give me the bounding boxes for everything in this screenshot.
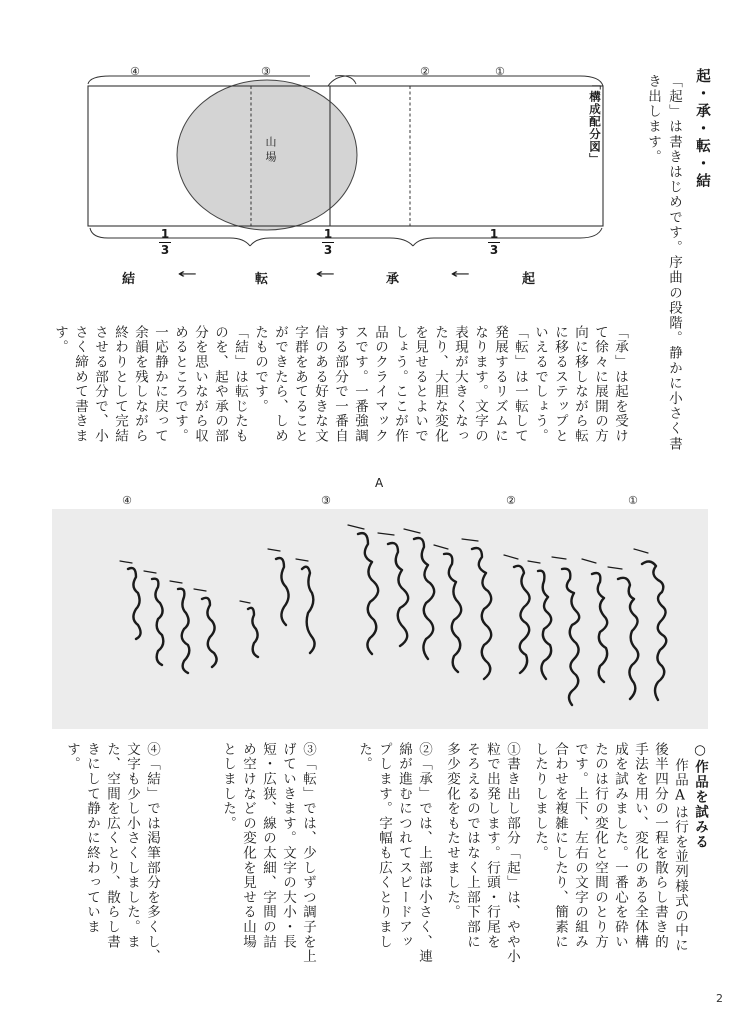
diagram-mark-3: ③ [261, 65, 271, 78]
text-column: ④「結」では渇筆部分を多くし、 [144, 742, 160, 964]
fraction-num: 1 [323, 227, 333, 241]
bottom-body-text [50, 742, 730, 1002]
text-column: 合わせを複雑にしたり、簡素に [552, 742, 568, 950]
text-column: させる部分で、小 [92, 325, 108, 444]
text-column: て徐々に展開の方 [592, 325, 608, 444]
text-column: に移るステップと [552, 325, 568, 444]
text-column: 「承」は起を受け [612, 325, 628, 444]
calligraphy-artwork [52, 509, 708, 729]
text-column: たのは行の変化と空間のとり方 [592, 742, 608, 950]
diagram-mark-1: ① [495, 65, 505, 78]
text-column: ができたら、しめ [272, 325, 288, 444]
flow-ketsu: 結 [122, 272, 136, 287]
flow-ki: 起 [522, 272, 536, 287]
fraction-num: 1 [160, 227, 170, 241]
flow-ten: 転 [255, 272, 269, 287]
text-column: ①書き出し部分「起」は、やや小 [504, 742, 520, 964]
text-column: す。 [52, 325, 68, 355]
text-column: 文字も少し小さくしました。ま [124, 742, 140, 950]
calligraphy-strokes [52, 509, 708, 729]
text-column: す。 [64, 742, 80, 772]
intro-line-2: き出します。 [645, 74, 661, 165]
mountain-label: 山場 [264, 136, 277, 166]
fraction-den: 3 [323, 243, 333, 257]
text-column: スです。一番強調 [352, 325, 368, 444]
text-column: 後半四分の一程を散らし書き的 [652, 742, 668, 950]
fraction-right [488, 228, 500, 257]
flow-sho: 承 [386, 272, 400, 287]
text-column: たものです。 [252, 325, 268, 414]
text-column: 短・広狭、線の太細、字間の詰 [260, 742, 276, 950]
text-column: た。 [356, 742, 372, 772]
text-column: 分を思いながら収 [192, 325, 208, 444]
text-column: たり、大胆な変化 [432, 325, 448, 444]
text-column: しょう。ここが作 [392, 325, 408, 444]
diagram-mark-2: ② [420, 65, 430, 78]
section-heading: 起・承・転・結 [694, 68, 710, 191]
text-column: ③「転」では、少しずつ調子を上 [300, 742, 316, 964]
text-column: 表現が大きくなっ [452, 325, 468, 444]
intro-line-1: 「起」は書きはじめです。序曲の段階。静かに小さく書 [666, 74, 682, 452]
artwork-mark-2: ② [506, 494, 516, 507]
text-column: 「結」は転じたも [232, 325, 248, 444]
artwork-label: A [375, 476, 384, 490]
text-column: 発展するリズムに [492, 325, 508, 444]
text-column: のを、起や承の部 [212, 325, 228, 444]
artwork-mark-3: ③ [321, 494, 331, 507]
text-column: としました。 [220, 742, 236, 831]
text-column: 終わりとして完結 [112, 325, 128, 444]
fraction-left [159, 228, 171, 257]
flow-arrow-1: ← [177, 267, 198, 282]
text-column: 信のある好きな文 [312, 325, 328, 444]
text-column: ②「承」では、上部は小さく、連 [416, 742, 432, 964]
flow-arrow-3: ← [450, 267, 471, 282]
text-column: めるところです。 [172, 325, 188, 444]
text-column: た、空間を広くとり、散らし書 [104, 742, 120, 950]
text-column: です。上下、左右の文字の組み [572, 742, 588, 950]
text-column: したりしました。 [532, 742, 548, 861]
artwork-mark-4: ④ [122, 494, 132, 507]
text-column: 作品Aは行を並列様式の中に [672, 758, 688, 953]
fraction-middle [322, 228, 334, 257]
text-column: きにして静かに終わっていま [84, 742, 100, 935]
artwork-mark-1: ① [628, 494, 638, 507]
diagram-mark-4: ④ [130, 65, 140, 78]
text-column: 向に移しながら転 [572, 325, 588, 444]
text-column: 品のクライマック [372, 325, 388, 444]
text-column: プします。字幅も広くとりまし [376, 742, 392, 950]
fraction-den: 3 [160, 243, 170, 257]
text-column: 成を試みました。一番心を砕い [612, 742, 628, 950]
text-column: 余韻を残しながら [132, 325, 148, 444]
flow-arrow-2: ← [315, 267, 336, 282]
text-column: め空けなどの変化を見せる山場 [240, 742, 256, 950]
subheading-try-work: ○作品を試みる [692, 742, 708, 850]
text-column: 手法を用い、変化のある全体構 [632, 742, 648, 950]
text-column: 一応静かに戻って [152, 325, 168, 444]
fraction-den: 3 [489, 243, 499, 257]
text-column: 「転」は一転して [512, 325, 528, 444]
text-column: 字群をあてること [292, 325, 308, 444]
page-number: 2 [716, 992, 723, 1005]
text-column: げていきます。文字の大小・長 [280, 742, 296, 950]
text-column: いえるでしょう。 [532, 325, 548, 444]
text-column: 綿が進むにつれてスピードアッ [396, 742, 412, 950]
diagram-title: 「構成配分図」 [588, 78, 602, 166]
text-column: 多少変化をもたせました。 [444, 742, 460, 920]
fraction-num: 1 [489, 227, 499, 241]
text-column: する部分で一番自 [332, 325, 348, 444]
text-column: を見せるとよいで [412, 325, 428, 444]
text-column: なります。文字の [472, 325, 488, 444]
top-body-text [50, 325, 630, 465]
text-column: そろえるのではなく上部下部に [464, 742, 480, 950]
text-column: さく締めて書きま [72, 325, 88, 444]
text-column: 粒で出発します。行頭・行尾を [484, 742, 500, 950]
